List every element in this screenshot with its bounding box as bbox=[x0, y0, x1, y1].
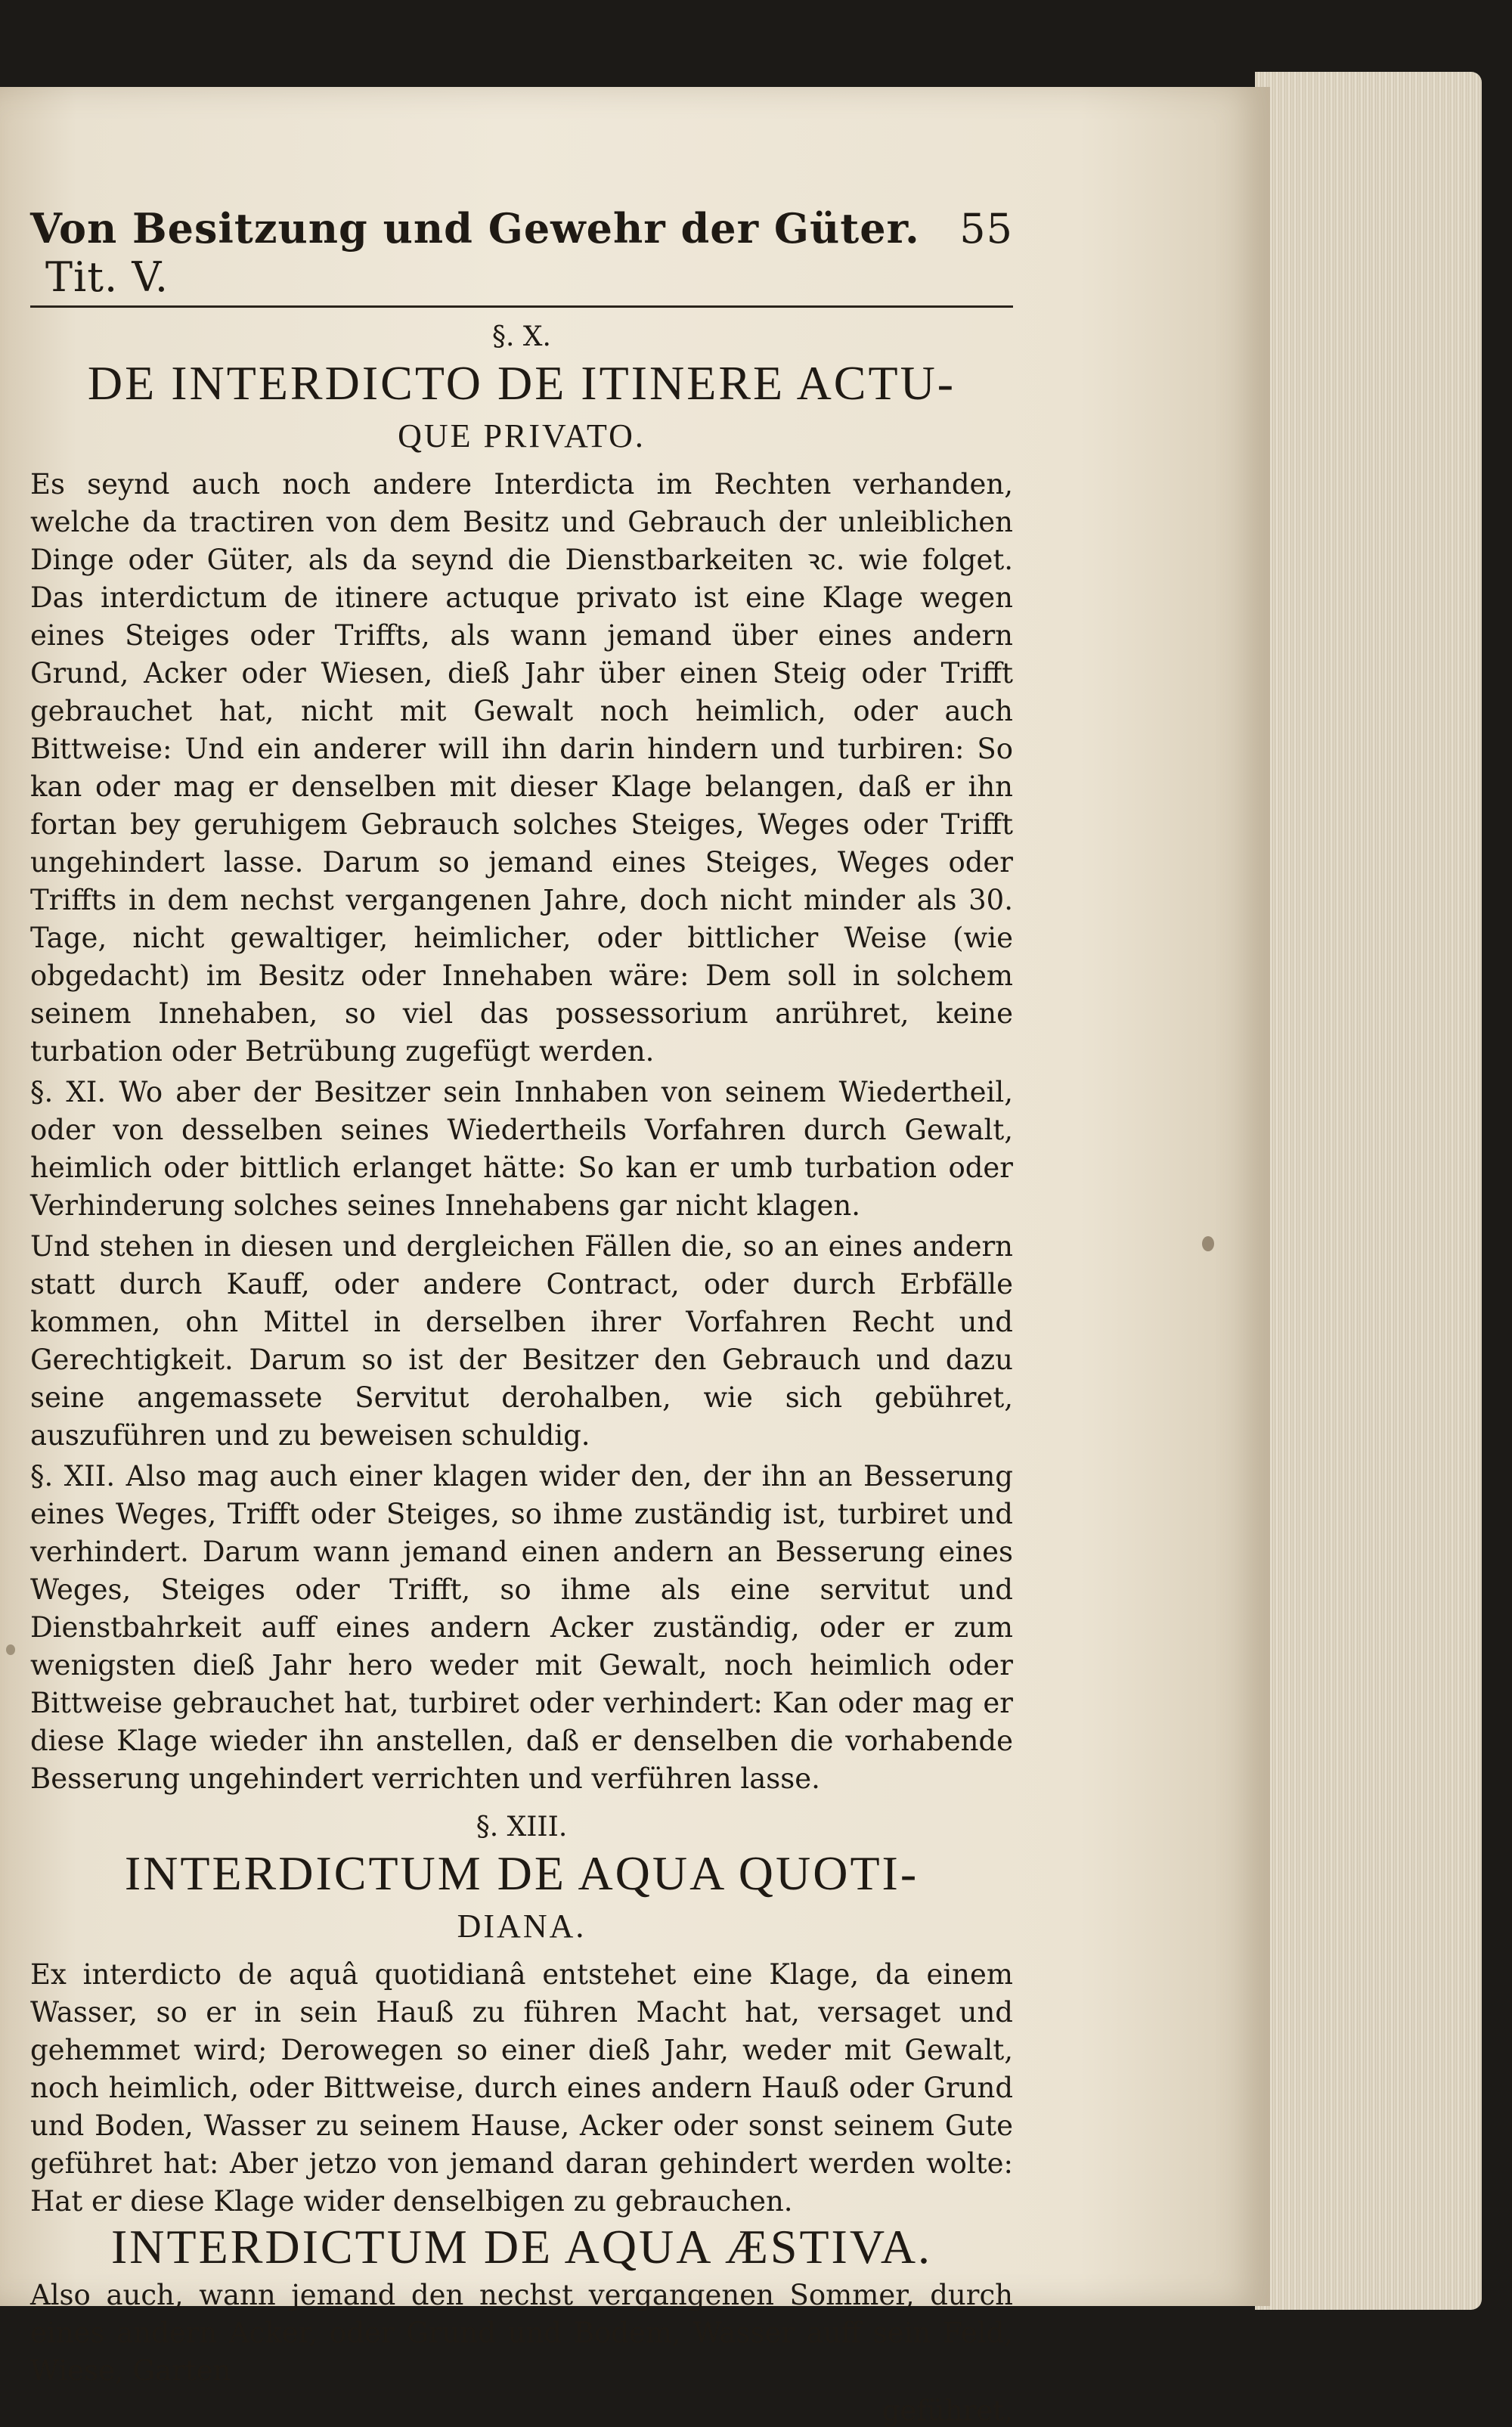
section-12-text: §. XII. Also mag auch einer klagen wider den, der ihn an Besserung eines Weges, Trifft oder Steiges, so ihme zuständig ist, turbiret und verhindert. Darum wann jemand einen andern an Besserung eines Weges, Steiges oder Trifft, so ihme als eine servitut und Dienstbahrkeit auff eines andern Acker zuständig, oder er zum wenigsten dieß Jahr hero weder mit Gewalt, noch heimlich oder Bittweise gebrauchet hat, turbiret oder verhindert: Kan oder mag er diese Klage wieder ihn anstellen, daß er denselben die vorhabende Besserung ungehindert verrichten und verführen lasse. bbox=[30, 1460, 1013, 1795]
section-heading-14: INTERDICTUM DE AQUA ÆSTIVA. bbox=[110, 2220, 933, 2274]
section-heading-13-line1: INTERDICTUM DE AQUA QUOTI- bbox=[124, 1846, 919, 1900]
section-11-text-continued: Und stehen in diesen und dergleichen Fällen die, so an eines andern statt durch Kauff, oder andere Contract, oder durch Erbfälle kommen, ohn Mittel in derselben ihrer Vorfahren Recht und Gerechtigkeit. Darum so ist der Besitzer den Gebrauch und dazu seine angemassete Servitut derohalben, wie sich gebühret, auszuführen und zu beweisen schuldig. bbox=[30, 1230, 1013, 1452]
section-11-text: §. XI. Wo aber der Besitzer sein Innhaben von seinem Wiedertheil, oder von desselben seines Wiedertheils Vorfahren durch Gewalt, heimlich oder bittlich erlanget hätte: So kan er umb turbation oder Verhinderung solches seines Innehabens gar nicht klagen. bbox=[30, 1076, 1013, 1222]
page-number: 55 bbox=[959, 205, 1013, 253]
section-13-text: Ex interdicto de aquâ quotidianâ entstehet eine Klage, da einem Wasser, so er in sein Hauß zu führen Macht hat, versaget und gehemmet wird; Derowegen so einer dieß Jahr, weder mit Gewalt, noch heimlich, oder Bittweise, durch eines andern Hauß oder Grund und Boden, Wasser zu seinem Hause, Acker oder sonst seinem Gute geführet hat: Aber jetzo von jemand daran gehindert werden wolte: Hat er diese Klage wider denselbigen zu gebrauchen. bbox=[30, 1958, 1013, 2218]
page-content bbox=[30, 204, 1013, 2427]
section-heading-10-line2: QUE PRIVATO. bbox=[398, 417, 646, 454]
running-head-title: Von Besitzung und Gewehr der Güter. bbox=[30, 204, 920, 253]
section-14-text: Also auch, wann jemand den nechst vergangenen Sommer, durch eines andern Acker, oder Grund und Bodem, Wasser auff sein Feld, Wiese, Garten bbox=[30, 2279, 1013, 2387]
section-mark-10: §. X. bbox=[492, 321, 551, 352]
catchword: geführet, bbox=[881, 2394, 1013, 2427]
running-head-tit: Tit. V. bbox=[45, 253, 169, 301]
running-head bbox=[30, 204, 1013, 308]
section-10-text: Es seynd auch noch andere Interdicta im Rechten verhanden, welche da tractiren von dem Besitz und Gebrauch der unleiblichen Dinge oder Güter, als da seynd die Dienstbarkeiten ꝛc. wie folget. Das interdictum de itinere actuque privato ist eine Klage wegen eines Steiges oder Triffts, als wann jemand über eines andern Grund, Acker oder Wiesen, dieß Jahr über einen Steig oder Trifft gebrauchet hat, nicht mit Gewalt noch heimlich, oder auch Bittweise: Und ein anderer will ihn darin hindern und turbiren: So kan oder mag er denselben mit dieser Klage belangen, daß er ihn fortan bey geruhigem Gebrauch solches Steiges, Weges oder Trifft ungehindert lasse. Darum so jemand eines Steiges, Weges oder Triffts in dem nechst vergangenen Jahre, doch nicht minder als 30. Tage, nicht gewaltiger, heimlicher, oder bittlicher Weise (wie obgedacht) im Besitz oder Innehaben wäre: Dem soll in solchem seinem Innehaben, so viel das possessorium anrühret, keine turbation oder Betrübung zugefügt werden. bbox=[30, 468, 1013, 1068]
paper-blemish bbox=[6, 1644, 15, 1655]
section-heading-10-line1: DE INTERDICTO DE ITINERE ACTU- bbox=[87, 356, 956, 410]
book-page-edges bbox=[1255, 72, 1482, 2310]
section-mark-13: §. XIII. bbox=[476, 1812, 568, 1843]
section-heading-13-line2: DIANA. bbox=[457, 1908, 587, 1945]
paper-blemish bbox=[1202, 1236, 1214, 1251]
